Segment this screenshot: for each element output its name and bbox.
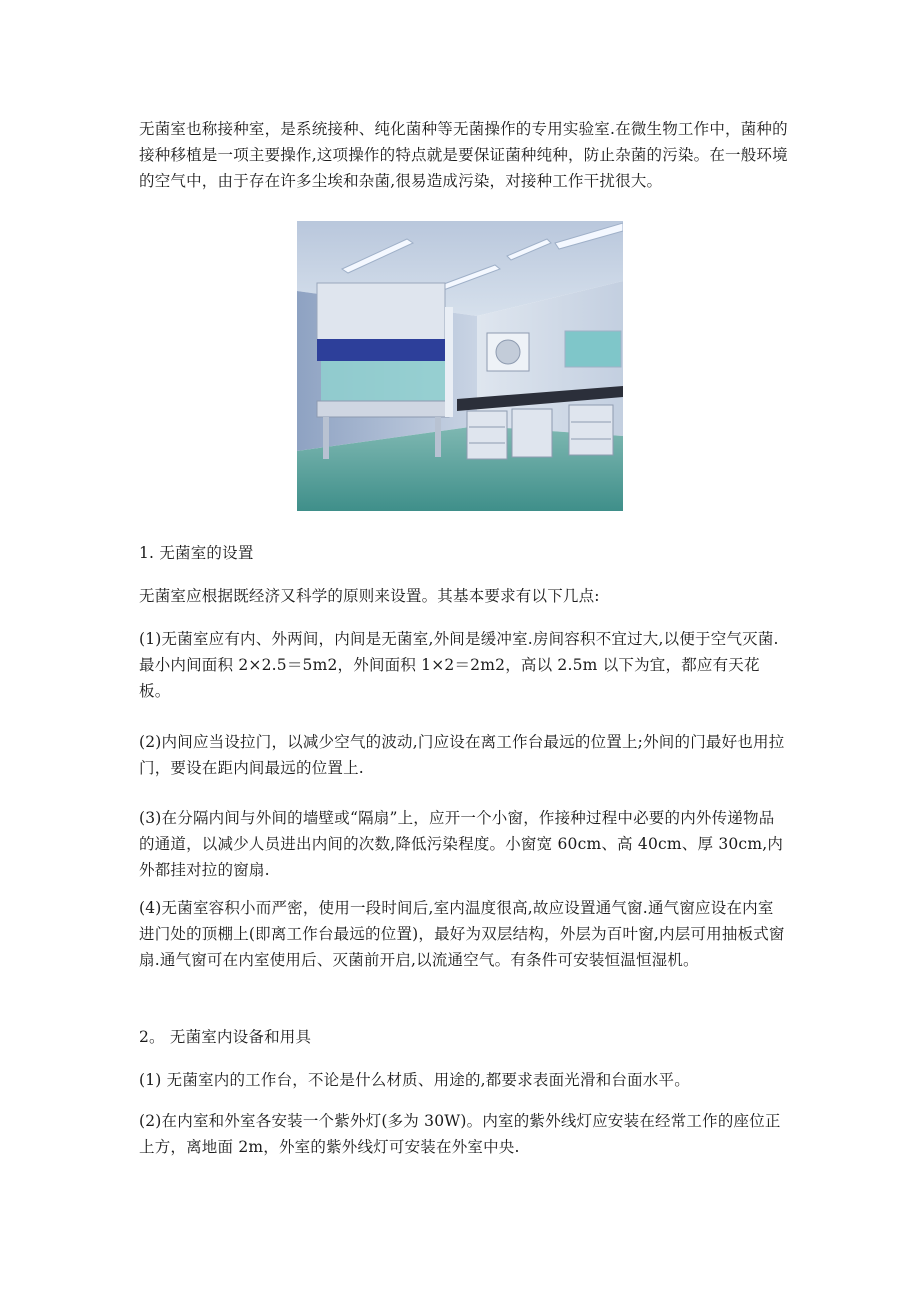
section-1-item-4: (4)无菌室容积小而严密，使用一段时间后,室内温度很高,故应设置通气窗.通气窗应设在内室进门处的顶棚上(即离工作台最远的位置)，最好为双层结构，外层为百叶窗,内层可用抽板式窗扇.通气窗可在内室使用后、灭菌前开启,以流通空气。有条件可安装恒温恒湿机。 bbox=[139, 899, 785, 969]
section-2-item-2: (2)在内室和外室各安装一个紫外灯(多为 30W)。内室的紫外线灯应安装在经常工作的座位正上方，离地面 2m，外室的紫外线灯可安装在外室中央. bbox=[139, 1112, 781, 1156]
section-1-lead: 无菌室应根据既经济又科学的原则来设置。其基本要求有以下几点: bbox=[139, 587, 600, 605]
intro-paragraph: 无菌室也称接种室，是系统接种、纯化菌种等无菌操作的专用实验室.在微生物工作中，菌种的接种移植是一项主要操作,这项操作的特点就是要保证菌种纯种，防止杂菌的污染。在一般环境的空气中，由于存在许多尘埃和杂菌,很易造成污染，对接种工作干扰很大。 bbox=[139, 120, 788, 190]
section-2-heading: 2。 无菌室内设备和用具 bbox=[139, 1028, 312, 1046]
section-1-item-2: (2)内间应当设拉门，以减少空气的波动,门应设在离工作台最远的位置上;外间的门最好也用拉门，要设在距内间最远的位置上. bbox=[139, 733, 785, 777]
section-1-item-1: (1)无菌室应有内、外两间，内间是无菌室,外间是缓冲室.房间容积不宜过大,以便于空气灭菌.最小内间面积 2×2.5＝5m2，外间面积 1×2＝2m2，高以 2.5m 以下为宜，都应有天花板。 bbox=[139, 630, 779, 700]
cleanroom-photo bbox=[297, 221, 623, 511]
section-2-item-1: (1) 无菌室内的工作台，不论是什么材质、用途的,都要求表面光滑和台面水平。 bbox=[139, 1071, 690, 1089]
section-1-heading: 1. 无菌室的设置 bbox=[139, 544, 254, 562]
section-1-item-3: (3)在分隔内间与外间的墙壁或“隔扇”上，应开一个小窗，作接种过程中必要的内外传递物品的通道，以减少人员进出内间的次数,降低污染程度。小窗宽 60cm、高 40cm、厚 30cm,内外都挂对拉的窗扇. bbox=[139, 809, 784, 879]
